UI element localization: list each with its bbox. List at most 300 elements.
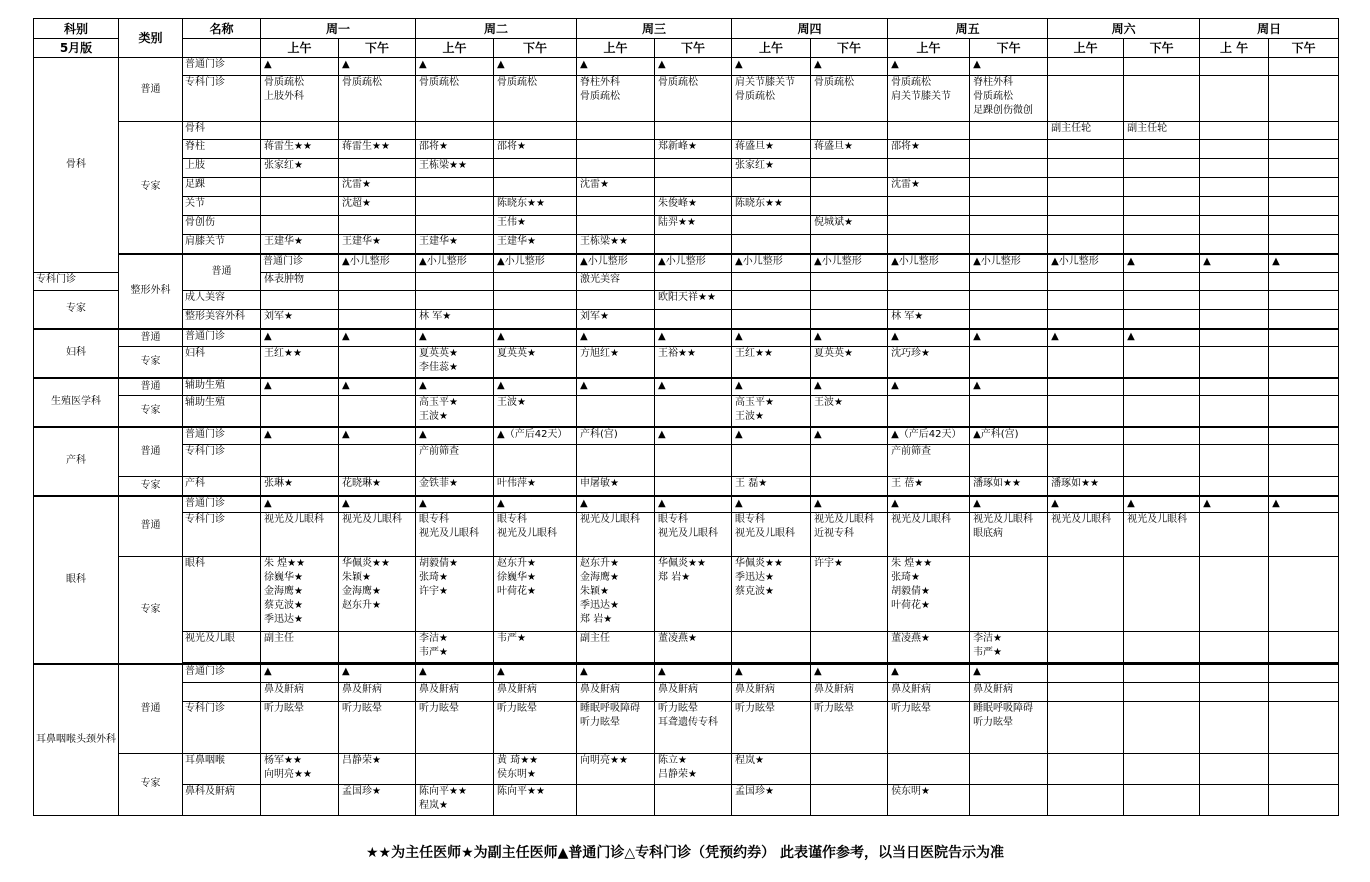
schedule-cell: [655, 235, 732, 254]
schedule-cell: ▲: [655, 378, 732, 396]
schedule-cell: 张琳★: [261, 477, 339, 496]
schedule-cell: 程岚★: [732, 753, 811, 784]
schedule-cell: ▲: [1269, 254, 1339, 273]
schedule-cell: [261, 216, 339, 235]
schedule-cell: ▲: [339, 496, 416, 513]
schedule-cell: [1269, 632, 1339, 663]
schedule-cell: ▲: [1048, 329, 1124, 347]
schedule-cell: [1269, 291, 1339, 310]
schedule-cell: 王红★★: [261, 347, 339, 378]
day-header-mon: 周一: [261, 19, 416, 39]
schedule-cell: ▲: [970, 58, 1048, 76]
schedule-cell: [1200, 682, 1269, 701]
schedule-cell: [577, 122, 655, 140]
category-cell: 普通: [119, 378, 183, 396]
schedule-cell: [888, 753, 970, 784]
schedule-cell: [1269, 216, 1339, 235]
schedule-cell: [655, 178, 732, 197]
schedule-cell: [1048, 273, 1124, 291]
schedule-cell: 刘军★: [261, 310, 339, 329]
schedule-cell: [1200, 216, 1269, 235]
schedule-cell: ▲小儿整形: [1048, 254, 1124, 273]
schedule-cell: ▲: [732, 58, 811, 76]
schedule-cell: 听力眩晕: [339, 701, 416, 753]
schedule-cell: [655, 159, 732, 178]
schedule-cell: 视光及儿眼科: [577, 513, 655, 557]
schedule-cell: [1269, 76, 1339, 122]
schedule-cell: [1200, 140, 1269, 159]
schedule-cell: 王建华★: [494, 235, 577, 254]
schedule-cell: 蒋雷生★★: [339, 140, 416, 159]
schedule-cell: 金铁菲★: [416, 477, 494, 496]
schedule-cell: [261, 396, 339, 427]
schedule-cell: [1124, 396, 1200, 427]
schedule-cell: [970, 235, 1048, 254]
schedule-cell: [1200, 784, 1269, 815]
schedule-row: [34, 235, 1339, 254]
schedule-cell: 王波★: [494, 396, 577, 427]
version-label: 5月版: [34, 39, 119, 58]
schedule-cell: [416, 178, 494, 197]
schedule-row: [34, 291, 1339, 310]
schedule-row: [34, 197, 1339, 216]
schedule-cell: 王红★★: [732, 347, 811, 378]
schedule-cell: 赵东升★ 徐巍华★ 叶荷花★: [494, 557, 577, 632]
schedule-cell: [655, 122, 732, 140]
schedule-cell: 骨质疏松: [655, 76, 732, 122]
schedule-cell: [1048, 378, 1124, 396]
schedule-cell: 华佩炎★★ 季迅达★ 蔡克波★: [732, 557, 811, 632]
schedule-cell: [494, 159, 577, 178]
schedule-cell: [577, 159, 655, 178]
schedule-cell: ▲: [339, 58, 416, 76]
schedule-cell: 夏英英★ 李佳蕊★: [416, 347, 494, 378]
schedule-cell: ▲: [577, 329, 655, 347]
clinic-name-cell: 妇科: [183, 347, 261, 378]
schedule-cell: [970, 291, 1048, 310]
session-am: 上午: [732, 39, 811, 58]
schedule-cell: [1269, 557, 1339, 632]
schedule-cell: [1124, 477, 1200, 496]
schedule-cell: [339, 273, 416, 291]
category-cell: 专家: [119, 347, 183, 378]
schedule-cell: 激光美容: [577, 273, 655, 291]
schedule-cell: 王建华★: [416, 235, 494, 254]
session-pm: 下午: [339, 39, 416, 58]
schedule-cell: 胡毅倩★ 张琦★ 许宇★: [416, 557, 494, 632]
schedule-cell: [1124, 701, 1200, 753]
schedule-cell: [1269, 427, 1339, 445]
schedule-cell: [577, 216, 655, 235]
day-header-tue: 周二: [416, 19, 577, 39]
schedule-cell: 睡眠呼吸障碍 听力眩晕: [970, 701, 1048, 753]
schedule-cell: ▲小儿整形: [732, 254, 811, 273]
schedule-cell: [577, 396, 655, 427]
schedule-cell: 鼻及鼾病: [655, 682, 732, 701]
schedule-cell: [1124, 784, 1200, 815]
clinic-name-cell: 成人美容: [183, 291, 261, 310]
schedule-cell: [1048, 445, 1124, 477]
category-cell: 专家: [119, 396, 183, 427]
schedule-cell: ▲: [339, 378, 416, 396]
schedule-cell: 王 磊★: [732, 477, 811, 496]
schedule-row: [34, 254, 1339, 273]
clinic-name-cell: 普通门诊: [183, 664, 261, 682]
schedule-cell: [577, 445, 655, 477]
schedule-cell: 视光及儿眼科: [1048, 513, 1124, 557]
schedule-cell: 黄 琦★★ 侯东明★: [494, 753, 577, 784]
schedule-cell: [416, 122, 494, 140]
clinic-name-cell: 产科: [183, 477, 261, 496]
clinic-name-cell: 耳鼻咽喉: [183, 753, 261, 784]
schedule-cell: 副主任轮: [1124, 122, 1200, 140]
schedule-cell: [1124, 632, 1200, 663]
schedule-cell: [732, 632, 811, 663]
schedule-cell: [655, 445, 732, 477]
schedule-cell: [1200, 58, 1269, 76]
schedule-cell: 李洁★ 韦严★: [416, 632, 494, 663]
schedule-cell: [494, 310, 577, 329]
department-cell: 生殖医学科: [34, 378, 119, 427]
department-cell: 产科: [34, 427, 119, 496]
schedule-cell: [1048, 753, 1124, 784]
schedule-cell: ▲: [655, 58, 732, 76]
schedule-cell: 邵将★: [888, 140, 970, 159]
schedule-cell: [1124, 58, 1200, 76]
schedule-row: [34, 496, 1339, 513]
schedule-cell: 陈晓东★★: [732, 197, 811, 216]
schedule-cell: 眼专科 视光及儿眼科: [494, 513, 577, 557]
schedule-cell: ▲: [416, 378, 494, 396]
schedule-cell: [732, 445, 811, 477]
schedule-cell: [970, 310, 1048, 329]
department-cell: 耳鼻咽喉头颈外科: [34, 664, 119, 815]
schedule-cell: [1200, 513, 1269, 557]
schedule-cell: [655, 784, 732, 815]
category-cell: 专家: [119, 122, 183, 254]
session-pm: 下午: [811, 39, 888, 58]
schedule-cell: 鼻及鼾病: [416, 682, 494, 701]
department-cell: 妇科: [34, 329, 119, 378]
session-am: 上午: [888, 39, 970, 58]
schedule-cell: [732, 178, 811, 197]
schedule-cell: 骨质疏松: [339, 76, 416, 122]
schedule-cell: ▲: [1200, 496, 1269, 513]
schedule-cell: ▲: [888, 378, 970, 396]
clinic-name-cell: 骨创伤: [183, 216, 261, 235]
schedule-cell: ▲: [970, 496, 1048, 513]
schedule-cell: 王波★: [811, 396, 888, 427]
schedule-cell: [1269, 701, 1339, 753]
clinic-name-cell: 专科门诊: [34, 273, 119, 291]
schedule-cell: [1269, 140, 1339, 159]
schedule-cell: [970, 140, 1048, 159]
schedule-cell: 沈雷★: [888, 178, 970, 197]
schedule-cell: 骨质疏松: [811, 76, 888, 122]
name-header-blank: [183, 39, 261, 58]
schedule-cell: 董凌燕★: [655, 632, 732, 663]
schedule-cell: ▲: [970, 664, 1048, 682]
schedule-cell: 副主任: [577, 632, 655, 663]
schedule-cell: 夏英英★: [494, 347, 577, 378]
schedule-cell: [1124, 557, 1200, 632]
schedule-row: [34, 58, 1339, 76]
schedule-cell: ▲: [494, 58, 577, 76]
schedule-cell: 鼻及鼾病: [811, 682, 888, 701]
dept-header: 科别: [34, 19, 119, 39]
schedule-cell: ▲: [577, 496, 655, 513]
schedule-cell: 视光及儿眼科: [261, 513, 339, 557]
schedule-cell: ▲: [261, 378, 339, 396]
schedule-cell: [655, 396, 732, 427]
schedule-cell: [1124, 140, 1200, 159]
schedule-cell: [1048, 216, 1124, 235]
schedule-cell: ▲: [416, 58, 494, 76]
schedule-cell: [1048, 427, 1124, 445]
schedule-cell: 孟国珍★: [732, 784, 811, 815]
schedule-cell: 沈巧珍★: [888, 347, 970, 378]
schedule-cell: [494, 273, 577, 291]
schedule-cell: [1048, 235, 1124, 254]
schedule-cell: [811, 291, 888, 310]
schedule-row: [34, 664, 1339, 682]
category-cell: 普通: [119, 329, 183, 347]
schedule-cell: 王栋梁★★: [416, 159, 494, 178]
schedule-cell: 听力眩晕: [494, 701, 577, 753]
clinic-name-cell: 鼻科及鼾病: [183, 784, 261, 815]
schedule-cell: [888, 273, 970, 291]
schedule-cell: 方旭红★: [577, 347, 655, 378]
schedule-cell: [1124, 216, 1200, 235]
schedule-cell: [1124, 197, 1200, 216]
schedule-cell: ▲: [811, 378, 888, 396]
schedule-cell: ▲: [577, 664, 655, 682]
clinic-name-cell: 辅助生殖: [183, 396, 261, 427]
session-am: 上 午: [1200, 39, 1269, 58]
schedule-cell: [339, 632, 416, 663]
schedule-cell: ▲: [494, 664, 577, 682]
schedule-cell: 陆羿★★: [655, 216, 732, 235]
clinic-schedule-table: [33, 18, 1339, 816]
schedule-cell: ▲: [577, 58, 655, 76]
schedule-row: [34, 396, 1339, 427]
schedule-row: [34, 76, 1339, 122]
schedule-cell: 王建华★: [261, 235, 339, 254]
schedule-cell: 陈向平★★ 程岚★: [416, 784, 494, 815]
schedule-cell: ▲: [732, 378, 811, 396]
day-header-fri: 周五: [888, 19, 1048, 39]
schedule-cell: [1200, 477, 1269, 496]
schedule-row: [34, 310, 1339, 329]
session-pm: 下午: [655, 39, 732, 58]
session-pm: 下午: [494, 39, 577, 58]
schedule-cell: [416, 291, 494, 310]
name-header: 名称: [183, 19, 261, 39]
session-pm: 下午: [1124, 39, 1200, 58]
schedule-cell: 蒋雷生★★: [261, 140, 339, 159]
schedule-cell: 沈雷★: [577, 178, 655, 197]
schedule-cell: [1124, 159, 1200, 178]
schedule-cell: [1124, 310, 1200, 329]
day-header-wed: 周三: [577, 19, 732, 39]
schedule-cell: [1269, 197, 1339, 216]
schedule-cell: ▲小儿整形: [494, 254, 577, 273]
schedule-row: [34, 427, 1339, 445]
schedule-cell: [1200, 632, 1269, 663]
schedule-cell: 骨质疏松 上肢外科: [261, 76, 339, 122]
schedule-row: [34, 682, 1339, 701]
schedule-cell: [970, 122, 1048, 140]
clinic-name-cell: 普通门诊: [183, 329, 261, 347]
schedule-cell: 副主任轮: [1048, 122, 1124, 140]
schedule-cell: [1269, 396, 1339, 427]
schedule-cell: [1200, 76, 1269, 122]
schedule-cell: 眼专科 视光及儿眼科: [416, 513, 494, 557]
schedule-cell: ▲: [732, 427, 811, 445]
schedule-cell: 高玉平★ 王波★: [732, 396, 811, 427]
schedule-cell: ▲小儿整形: [577, 254, 655, 273]
schedule-cell: [1269, 445, 1339, 477]
category-cell: 专家: [34, 291, 119, 329]
schedule-cell: ▲: [732, 496, 811, 513]
schedule-cell: 沈雷★: [339, 178, 416, 197]
schedule-cell: [811, 235, 888, 254]
schedule-cell: 夏英英★: [811, 347, 888, 378]
schedule-cell: [732, 235, 811, 254]
schedule-cell: 鼻及鼾病: [261, 682, 339, 701]
schedule-cell: [1200, 235, 1269, 254]
schedule-cell: [339, 216, 416, 235]
schedule-row: [34, 477, 1339, 496]
schedule-cell: [1269, 477, 1339, 496]
schedule-cell: [261, 178, 339, 197]
schedule-cell: [339, 445, 416, 477]
clinic-name-cell: 整形美容外科: [183, 310, 261, 329]
category-cell: 普通: [119, 496, 183, 557]
schedule-cell: ▲: [1124, 254, 1200, 273]
schedule-cell: 孟国珍★: [339, 784, 416, 815]
schedule-cell: [577, 197, 655, 216]
schedule-cell: 视光及儿眼科: [888, 513, 970, 557]
clinic-name-cell: 普通门诊: [261, 254, 339, 273]
schedule-cell: [1200, 159, 1269, 178]
schedule-cell: [655, 477, 732, 496]
schedule-cell: [888, 291, 970, 310]
schedule-cell: [416, 197, 494, 216]
schedule-cell: [811, 178, 888, 197]
schedule-row: [34, 632, 1339, 663]
schedule-cell: 鼻及鼾病: [888, 682, 970, 701]
clinic-name-cell: 足踝: [183, 178, 261, 197]
schedule-cell: [811, 445, 888, 477]
schedule-cell: [1200, 753, 1269, 784]
schedule-cell: ▲: [811, 427, 888, 445]
schedule-cell: [416, 273, 494, 291]
clinic-name-cell: [183, 682, 261, 701]
schedule-cell: [1269, 310, 1339, 329]
department-cell: 整形外科: [119, 254, 183, 329]
schedule-cell: 王伟★: [494, 216, 577, 235]
clinic-name-cell: 专科门诊: [183, 701, 261, 753]
schedule-cell: ▲: [577, 378, 655, 396]
schedule-cell: 产科(宫): [577, 427, 655, 445]
schedule-cell: 林 军★: [888, 310, 970, 329]
schedule-cell: [494, 445, 577, 477]
schedule-cell: [1048, 784, 1124, 815]
category-header: 类别: [119, 19, 183, 58]
schedule-cell: [1200, 427, 1269, 445]
schedule-cell: 倪城斌★: [811, 216, 888, 235]
schedule-cell: [1124, 273, 1200, 291]
schedule-cell: 陈立★ 吕静荣★: [655, 753, 732, 784]
schedule-cell: [494, 178, 577, 197]
session-am: 上午: [577, 39, 655, 58]
schedule-row: [34, 378, 1339, 396]
schedule-cell: [261, 291, 339, 310]
schedule-cell: 张家红★: [261, 159, 339, 178]
schedule-cell: [732, 310, 811, 329]
schedule-cell: [1048, 159, 1124, 178]
schedule-cell: [1200, 122, 1269, 140]
schedule-cell: [970, 753, 1048, 784]
schedule-cell: 眼专科 视光及儿眼科: [732, 513, 811, 557]
schedule-cell: 肩关节膝关节 骨质疏松: [732, 76, 811, 122]
schedule-cell: 王裕★★: [655, 347, 732, 378]
schedule-cell: [970, 347, 1048, 378]
schedule-cell: 脊柱外科 骨质疏松: [577, 76, 655, 122]
schedule-cell: 鼻及鼾病: [494, 682, 577, 701]
schedule-cell: 陈向平★★: [494, 784, 577, 815]
schedule-cell: [1269, 58, 1339, 76]
schedule-cell: 脊柱外科 骨质疏松 足踝创伤微创: [970, 76, 1048, 122]
schedule-row: [34, 784, 1339, 815]
schedule-cell: 朱俊峰★: [655, 197, 732, 216]
schedule-cell: [1200, 273, 1269, 291]
schedule-cell: 鼻及鼾病: [577, 682, 655, 701]
schedule-cell: ▲: [811, 664, 888, 682]
schedule-cell: 潘琢如★★: [970, 477, 1048, 496]
schedule-cell: [416, 216, 494, 235]
schedule-cell: [1048, 396, 1124, 427]
schedule-cell: ▲: [339, 427, 416, 445]
schedule-cell: ▲小儿整形: [416, 254, 494, 273]
schedule-cell: 朱 煌★★ 徐巍华★ 金海鹰★ 蔡克波★ 季迅达★: [261, 557, 339, 632]
schedule-cell: [888, 235, 970, 254]
schedule-cell: ▲: [1269, 496, 1339, 513]
schedule-row: [34, 216, 1339, 235]
schedule-cell: 副主任: [261, 632, 339, 663]
category-cell: 专家: [119, 557, 183, 665]
session-pm: 下午: [970, 39, 1048, 58]
schedule-cell: [811, 197, 888, 216]
schedule-row: [34, 140, 1339, 159]
schedule-cell: 鼻及鼾病: [970, 682, 1048, 701]
schedule-cell: [732, 273, 811, 291]
schedule-cell: ▲: [261, 329, 339, 347]
schedule-cell: 视光及儿眼科 眼底病: [970, 513, 1048, 557]
schedule-cell: 邵将★: [494, 140, 577, 159]
schedule-cell: [1200, 329, 1269, 347]
schedule-cell: ▲: [261, 427, 339, 445]
schedule-cell: [970, 445, 1048, 477]
schedule-cell: 欧阳天祥★★: [655, 291, 732, 310]
schedule-cell: 听力眩晕: [888, 701, 970, 753]
schedule-cell: [888, 159, 970, 178]
schedule-cell: [494, 291, 577, 310]
schedule-cell: ▲: [811, 496, 888, 513]
schedule-cell: [811, 784, 888, 815]
category-cell: 普通: [119, 427, 183, 477]
